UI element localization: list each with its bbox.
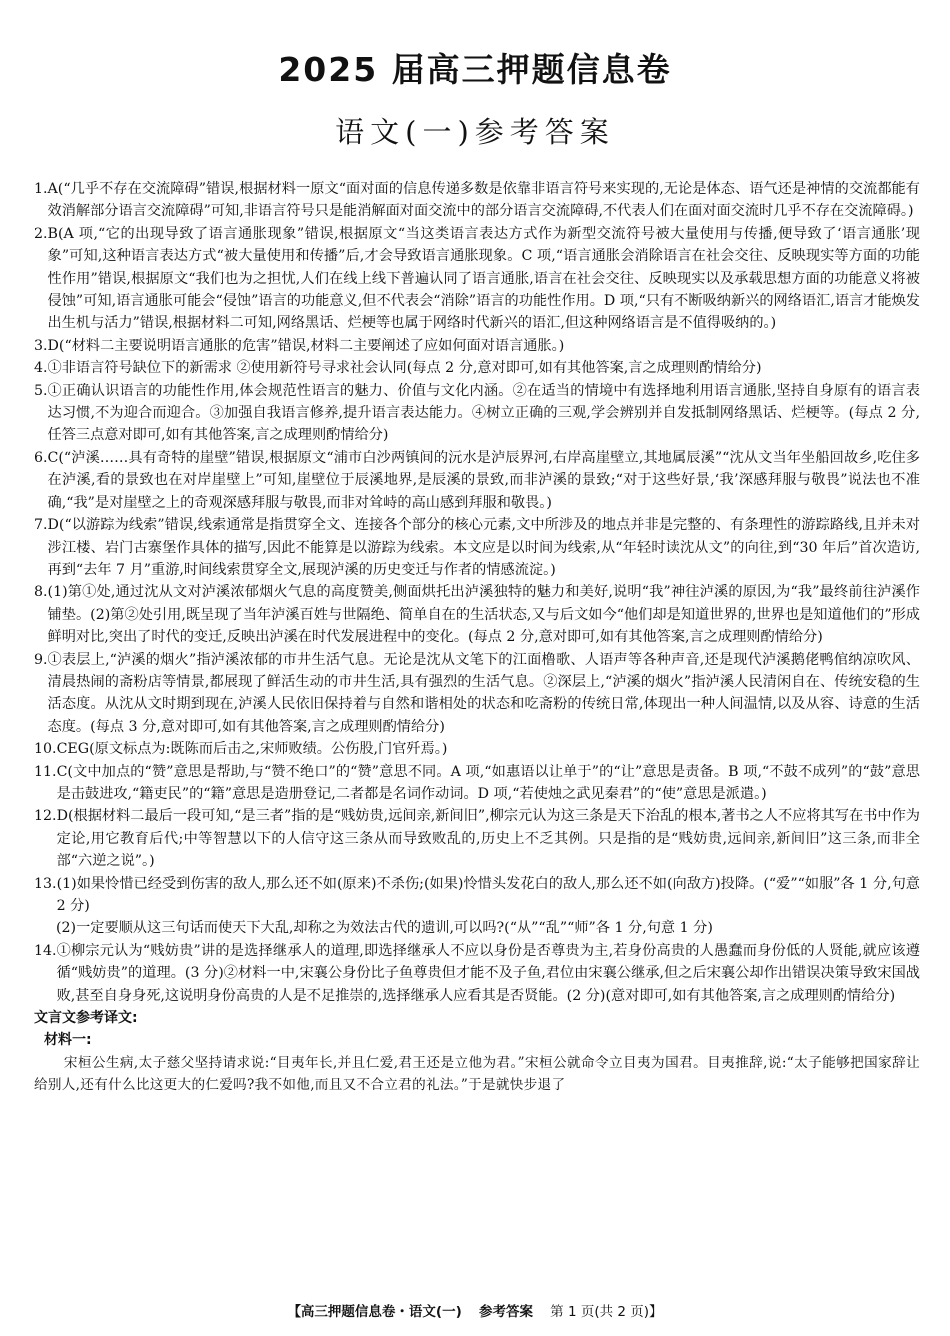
answer-text: A(“几乎不存在交流障碍”错误,根据材料一原文“面对面的信息传递多数是依靠非语言符号来实现的,无论是体态、语气还是神情的交流都能有效消解部分语言交流障碍”可知,非语言符号只是能消解面对面交流中的部分语言交流障碍,不代表人们在面对面交流时几乎不存在交流障碍。)	[47, 181, 920, 220]
answer-item-12	[34, 805, 920, 872]
answer-number: 7.	[34, 517, 48, 534]
answer-item-13-part-2: (2)一定要顺从这三句话而使天下大乱,却称之为效法古代的遗训,可以吗?(“从”“乱”“师”各 1 分,句意 1 分)	[56, 920, 713, 937]
answers-content	[34, 178, 920, 1097]
answer-text: CEG(原文标点为:既陈而后击之,宋师败绩。公伤股,门官歼焉。)	[56, 741, 448, 758]
page-footer	[0, 1300, 950, 1320]
answer-item-13	[34, 873, 920, 918]
page-subtitle: 语文(一)参考答案	[335, 115, 615, 149]
answer-text: C(“泸溪……具有奇特的崖壁”错误,根据原文“浦市白沙两镇间的沅水是泸辰界河,右岸高崖壁立,其地属辰溪”“沈从文当年坐船回故乡,吃住多在泸溪,看的景致也在对岸崖壁上”可知,崖壁位于辰溪地界,是辰溪的景致,而非泸溪的景致;“对于这些好景,‘我’深感拜服与敬畏”说法也不准确,“我”是对崖壁之上的奇观深感拜服与敬畏,而非对耸峙的高山感到拜服和敬畏。)	[47, 449, 920, 511]
translation-text: 宋桓公生病,太子慈父坚持请求说:“目夷年长,并且仁爱,君王还是立他为君。”宋桓公就命令立目夷为国君。目夷推辞,说:“太子能够把国家辞让给别人,还有什么比这更大的仁爱吗?我不如他,而且又不合立君的礼法。”于是就快步退了	[34, 1054, 920, 1094]
answer-text: D(“材料二主要说明语言通胀的危害”错误,材料二主要阐述了应如何面对语言通胀。)	[47, 337, 565, 354]
answer-number: 8.	[34, 584, 48, 601]
answer-number: 13.	[34, 875, 57, 892]
answer-number: 3.	[34, 337, 48, 354]
answer-number: 5.	[34, 382, 48, 399]
answer-item-2	[34, 223, 920, 335]
material-label: 材料一:	[44, 1032, 92, 1049]
answer-item-6	[34, 447, 920, 514]
answer-item-11	[34, 761, 920, 806]
answer-item-4	[34, 357, 920, 379]
footer-brand: 【高三押题信息卷・语文(一)	[287, 1304, 462, 1320]
answer-text: ①表层上,“泸溪的烟火”指泸溪浓郁的市井生活气息。无论是沈从文笔下的江面橹歌、人语声等各种声音,还是现代泸溪鹅佬鸭倌纳凉吹风、清晨热闹的斋粉店等情景,都展现了鲜活生动的市井生活,具有强烈的生活气息。②深层上,“泸溪的烟火”指泸溪人民清闲自在、传统安稳的生活态度。从沈从文时期到现在,泸溪人民依旧保持着与自然和谐相处的状态和吃斋粉的传统日常,体现出一种人间温情,以及从容、诗意的生活态度。(每点 3 分,意对即可,如有其他答案,言之成理则酌情给分)	[47, 651, 920, 735]
answer-text: (1)第①处,通过沈从文对泸溪浓郁烟火气息的高度赞美,侧面烘托出泸溪独特的魅力和美好,说明“我”神往泸溪的原因,为“我”最终前往泸溪作铺垫。(2)第②处引用,既呈现了当年泸溪百姓与世隔绝、简单自在的生活状态,又与后文如今“他们却是知道世界的,世界也是知道他们的”形成鲜明对比,突出了时代的变迁,反映出泸溪在时代发展进程中的变化。(每点 2 分,意对即可,如有其他答案,言之成理则酌情给分)	[47, 584, 920, 646]
answer-number: 11.	[34, 763, 57, 780]
answer-number: 9.	[34, 651, 48, 668]
answer-item-7	[34, 514, 920, 581]
answer-number: 2.	[34, 225, 48, 242]
footer-page-number: 第 1 页(共 2 页)】	[550, 1304, 663, 1320]
answer-item-14	[34, 940, 920, 1007]
answer-item-8	[34, 581, 920, 648]
answer-text: ①正确认识语言的功能性作用,体会规范性语言的魅力、价值与文化内涵。②在适当的情境中有选择地利用语言通胀,坚持自身原有的语言表达习惯,不为迎合而迎合。③加强自我语言修养,提升语言表达能力。④树立正确的三观,学会辨别并自发抵制网络黑话、烂梗等。(每点 2 分,任答三点意对即可,如有其他答案,言之成理则酌情给分)	[47, 382, 920, 444]
page-title: 2025 届高三押题信息卷	[278, 50, 672, 89]
footer-label: 参考答案	[478, 1304, 533, 1320]
answer-item-10	[34, 738, 920, 760]
answer-item-5	[34, 380, 920, 447]
answer-text: D(根据材料二最后一段可知,“是三者”指的是“贱妨贵,远间亲,新间旧”,柳宗元认为这三条是天下治乱的根本,著书之人不应将其写在书中作为定论,用它教育后代;中等智慧以下的人信守这三条从而导致败乱的,历史上不乏其例。只是指的是“贱妨贵,远间亲,新间旧”这三条,而非全部“六逆之说”。)	[56, 808, 920, 870]
answer-text: ①柳宗元认为“贱妨贵”讲的是选择继承人的道理,即选择继承人不应以身份是否尊贵为主,若身份高贵的人愚蠢而身份低的人贤能,就应该遵循“贱妨贵”的道理。(3 分)②材料一中,宋襄公身份比子鱼尊贵但才能不及子鱼,君位由宋襄公继承,但之后宋襄公却作出错误决策导致宋国战败,甚至自身身死,这说明身份高贵的人是不足推崇的,选择继承人应看其是否贤能。(2 分)(意对即可,如有其他答案,言之成理则酌情给分)	[56, 942, 920, 1004]
answer-text: C(文中加点的“赞”意思是帮助,与“赞不绝口”的“赞”意思不同。A 项,“如惠语以让单于”的“让”意思是责备。B 项,“不鼓不成列”的“鼓”意思是击鼓进攻,“籍吏民”的“籍”意思是造册登记,二者都是名词作动词。D 项,“若使烛之武见秦君”的“使”意思是派遣。)	[56, 763, 920, 802]
answer-item-1	[34, 178, 920, 223]
answer-item-9	[34, 649, 920, 739]
answer-item-3	[34, 335, 920, 357]
answer-number: 12.	[34, 808, 57, 825]
answer-text: (1)如果怜惜已经受到伤害的敌人,那么还不如(原来)不杀伤;(如果)怜惜头发花白的敌人,那么还不如(向敌方)投降。(“爱”“如服”各 1 分,句意 2 分)	[56, 875, 920, 914]
answer-number: 14.	[34, 942, 57, 959]
answer-number: 6.	[34, 449, 48, 466]
answer-text: B(A 项,“它的出现导致了语言通胀现象”错误,根据原文“当这类语言表达方式作为新型交流符号被大量使用与传播,便导致了‘语言通胀’现象”可知,这种语言表达方式“被大量使用和传播”后,才会导致语言通胀现象。C 项,“语言通胀会消除语言在社会交往、反映现实等方面的功能性作用”错误,根据原文“我们也为之担忧,人们在线上线下普遍认同了语言通胀,语言在社会交往、反映现实以及承载思想方面的功能意义将被侵蚀”可知,语言通胀可能会“侵蚀”语言的功能意义,但不代表会“消除”语言的功能性作用。D 项,“只有不断吸纳新兴的网络语汇,语言才能焕发出生机与活力”错误,根据材料二可知,网络黑话、烂梗等也属于网络时代新兴的语汇,但这种网络语言是不值得吸纳的。)	[47, 225, 920, 332]
answer-text: ①非语言符号缺位下的新需求 ②使用新符号寻求社会认同(每点 2 分,意对即可,如有其他答案,言之成理则酌情给分)	[47, 360, 762, 377]
answer-number: 1.	[34, 181, 48, 197]
answer-number: 10.	[34, 741, 57, 758]
translation-heading: 文言文参考译文:	[34, 1010, 138, 1027]
answer-number: 4.	[34, 360, 48, 377]
answer-text: D(“以游踪为线索”错误,线索通常是指贯穿全文、连接各个部分的核心元素,文中所涉及的地点并非是完整的、有条理性的游踪路线,且并未对涉江楼、岩门古寨堡作具体的描写,因此不能算是以游踪为线索。本文应是以时间为线索,从“年轻时读沈从文”的向往,到“30 年后”首次造访,再到“去年 7 月”重游,时间线索贯穿全文,展现泸溪的历史变迁与作者的情感流淀。)	[47, 517, 920, 578]
